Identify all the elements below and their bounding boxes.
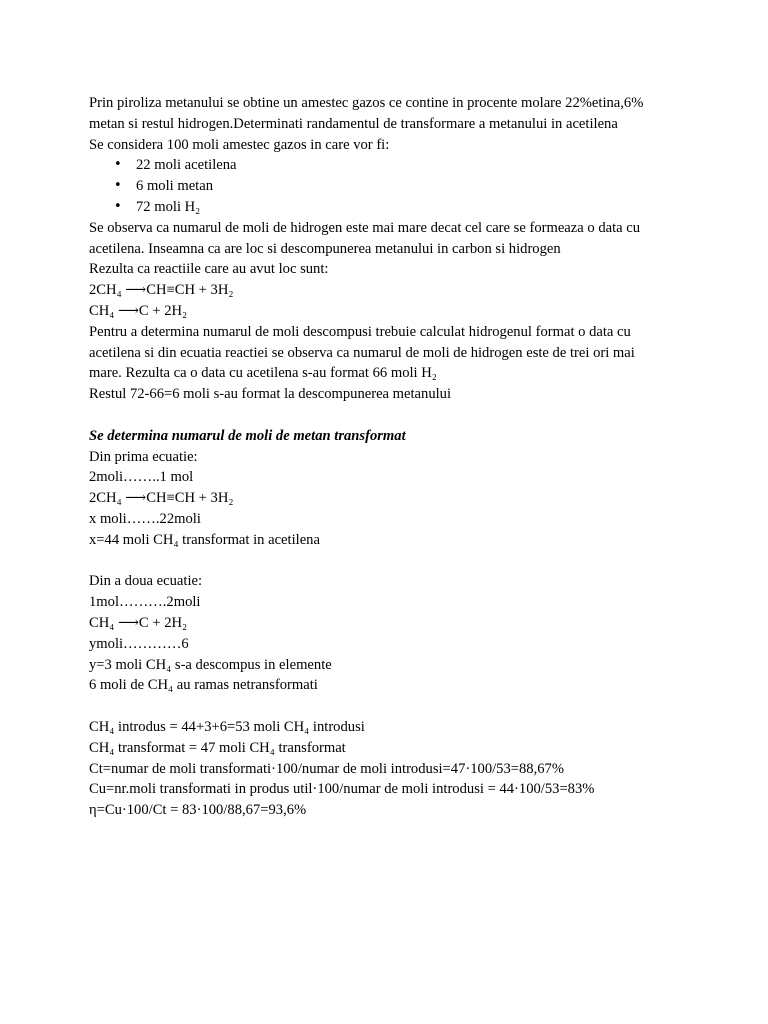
result-line: Cu=nr.moli transformati in produs util·100/numar de moli introdusi = 44·100/53=83% <box>89 781 595 798</box>
explanation-line: acetilena. Inseamna ca are loc si descompunerea metanului in carbon si hidrogen <box>89 240 561 257</box>
reaction-equation: 2CH₄ ⟶CH≡CH + 3H₂ <box>89 282 234 299</box>
bullet-list <box>89 155 689 217</box>
calc-line: 6 moli de CH₄ au ramas netransformati <box>89 677 318 694</box>
reaction-equation: CH₄ ⟶C + 2H₂ <box>89 614 188 631</box>
calc-line: x moli…….22moli <box>89 510 201 527</box>
problem-line: metan si restul hidrogen.Determinati randamentul de transformare a metanului in acetilena <box>89 115 618 132</box>
spacer <box>89 405 689 426</box>
result-line: η=Cu·100/Ct = 83·100/88,67=93,6% <box>89 802 307 819</box>
calc-line: y=3 moli CH₄ s-a descompus in elemente <box>89 656 332 673</box>
result-line: CH₄ transformat = 47 moli CH₄ transformat <box>89 739 346 756</box>
calc-line: 1mol……….2moli <box>89 594 201 611</box>
reaction-equation: CH₄ ⟶C + 2H₂ <box>89 302 188 319</box>
list-item: • 72 moli H₂ <box>89 197 689 218</box>
explanation-line: Se observa ca numarul de moli de hidrogen este mai mare decat cel care se formeaza o data cu <box>89 219 641 236</box>
explanation-line: Restul 72-66=6 moli s-au format la descompunerea metanului <box>89 386 452 403</box>
calc-line: ymoli…………6 <box>89 635 189 652</box>
calc-line: Din prima ecuatie: <box>89 448 198 465</box>
list-item: • 6 moli metan <box>89 176 689 197</box>
calc-line: x=44 moli CH₄ transformat in acetilena <box>89 531 320 548</box>
result-line: Ct=numar de moli transformati·100/numar de moli introdusi=47·100/53=88,67% <box>89 760 565 777</box>
explanation-line: mare. Rezulta ca o data cu acetilena s-au format 66 moli H₂ <box>89 365 437 382</box>
calc-line: 2moli……..1 mol <box>89 469 194 486</box>
problem-line: Prin piroliza metanului se obtine un amestec gazos ce contine in procente molare 22%etina,6% <box>89 95 644 111</box>
problem-line: Se considera 100 moli amestec gazos in care vor fi: <box>89 136 390 153</box>
explanation-line: acetilena si din ecuatia reactiei se observa ca numarul de moli de hidrogen este de trei ori mai <box>89 344 635 361</box>
explanation-line: Pentru a determina numarul de moli descompusi trebuie calculat hidrogenul format o data cu <box>89 323 631 340</box>
document-body <box>89 93 689 821</box>
spacer <box>89 551 689 572</box>
calc-line: Din a doua ecuatie: <box>89 573 203 590</box>
list-item: • 22 moli acetilena <box>89 155 689 176</box>
result-line: CH₄ introdus = 44+3+6=53 moli CH₄ introdusi <box>89 718 365 735</box>
explanation-line: Rezulta ca reactiile care au avut loc sunt: <box>89 261 329 278</box>
spacer <box>89 696 689 717</box>
section-title: Se determina numarul de moli de metan transformat <box>89 427 406 444</box>
reaction-equation: 2CH₄ ⟶CH≡CH + 3H₂ <box>89 490 234 507</box>
